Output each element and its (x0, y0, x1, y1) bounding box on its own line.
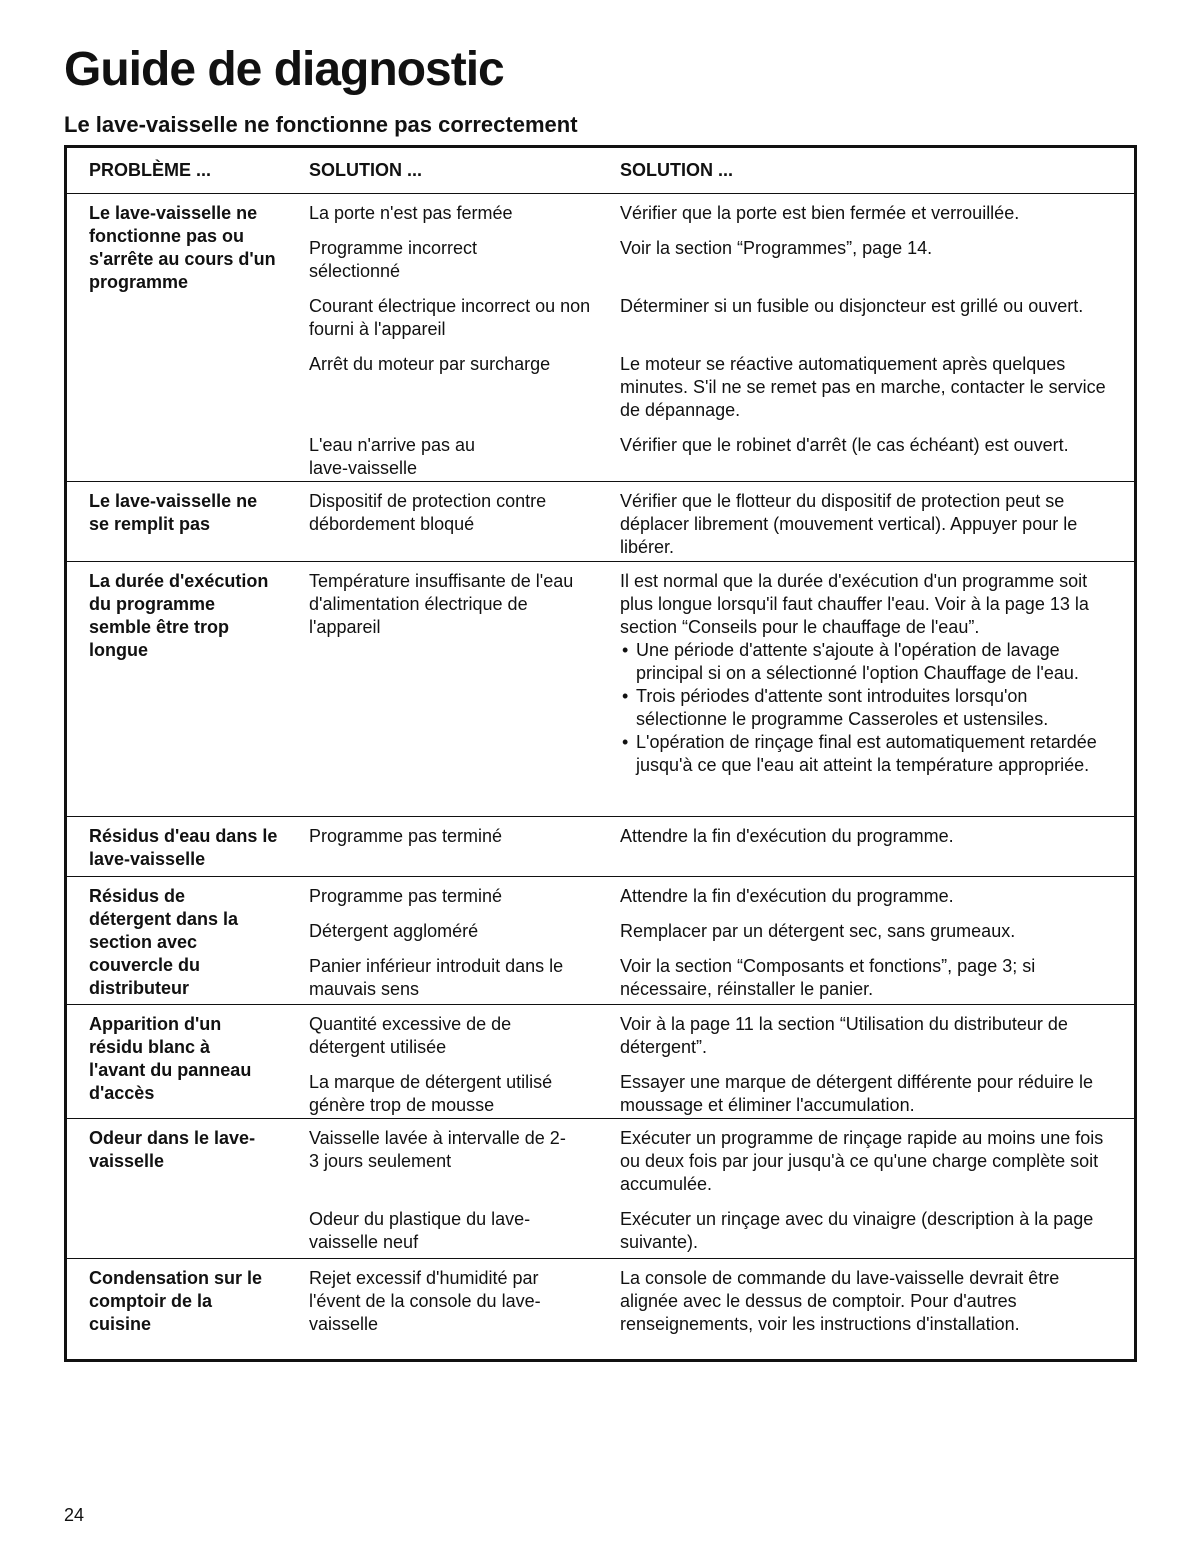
header-solution-cause: SOLUTION ... (309, 160, 423, 180)
header-solution-fix: SOLUTION ... (620, 160, 734, 180)
table-row (67, 562, 1134, 817)
bullet-item: • Trois périodes d'attente sont introduites lorsqu'on sélectionne le programme Casseroles et ustensiles. (620, 685, 1120, 731)
problem-cell: Résidus d'eau dans le lave-vaisselle (89, 826, 278, 869)
table-row (67, 817, 1134, 877)
page-title: Guide de diagnostic (64, 43, 504, 96)
fix-cell: Voir à la page 11 la section “Utilisation du distributeur de détergent”. (620, 1014, 1068, 1057)
problem-cell: Apparition d'un résidu blanc à l'avant du panneau d'accès (89, 1014, 252, 1103)
cause-cell: Odeur du plastique du lave-vaisselle neuf (309, 1209, 531, 1252)
fix-cell: Exécuter un programme de rinçage rapide au moins une fois ou deux fois par jour jusqu'à ce qu'une charge complète soit accumulée. (620, 1128, 1104, 1194)
cause-cell: Courant électrique incorrect ou non fourni à l'appareil (309, 296, 591, 339)
cause-cell: L'eau n'arrive pas au lave-vaisselle (309, 435, 475, 478)
table-row (67, 877, 1134, 1005)
problem-cell: Le lave-vaisselle ne fonctionne pas ou s'arrête au cours d'un programme (89, 203, 276, 292)
cause-cell: Dispositif de protection contre débordement bloqué (309, 491, 547, 534)
cause-cell: Programme pas terminé (309, 826, 503, 846)
problem-cell: La durée d'exécution du programme semble être trop longue (89, 571, 269, 660)
fix-cell: Vérifier que le robinet d'arrêt (le cas échéant) est ouvert. (620, 435, 1069, 455)
troubleshooting-table (64, 145, 1137, 1362)
bullet-item: • L'opération de rinçage final est automatiquement retardée jusqu'à ce que l'eau ait atteint la température appropriée. (620, 731, 1120, 777)
fix-cell: La console de commande du lave-vaisselle devrait être alignée avec le dessus de comptoir. Pour d'autres renseignements, voir les instructions d'installation. (620, 1268, 1060, 1334)
fix-cell: Exécuter un rinçage avec du vinaigre (description à la page suivante). (620, 1209, 1094, 1252)
page-number: 24 (64, 1505, 85, 1525)
fix-cell: Il est normal que la durée d'exécution d'un programme soit plus longue lorsqu'il faut chauffer l'eau. Voir à la page 13 la section “Conseils pour le chauffage de l'eau”. (620, 571, 1089, 637)
fix-cell: Voir la section “Composants et fonctions”, page 3; si nécessaire, réinstaller le panier. (620, 956, 1036, 999)
page-subtitle: Le lave-vaisselle ne fonctionne pas correctement (64, 112, 578, 137)
fix-cell: Attendre la fin d'exécution du programme. (620, 826, 954, 846)
table-row (67, 194, 1134, 482)
problem-cell: Condensation sur le comptoir de la cuisine (89, 1268, 263, 1334)
table-header (67, 148, 1134, 194)
cause-cell: Programme pas terminé (309, 886, 503, 906)
table-row (67, 482, 1134, 562)
table-row (67, 1259, 1134, 1359)
problem-cell: Résidus de détergent dans la section avec couvercle du distributeur (89, 886, 239, 998)
cause-cell: Panier inférieur introduit dans le mauvais sens (309, 956, 564, 999)
cause-cell: Vaisselle lavée à intervalle de 2-3 jours seulement (309, 1128, 566, 1171)
fix-cell: Voir la section “Programmes”, page 14. (620, 238, 933, 258)
table-row (67, 1119, 1134, 1259)
fix-cell: Essayer une marque de détergent différente pour réduire le moussage et éliminer l'accumulation. (620, 1072, 1093, 1115)
cause-cell: Rejet excessif d'humidité par l'évent de la console du lave-vaisselle (309, 1268, 541, 1334)
cause-cell: Quantité excessive de de détergent utilisée (309, 1014, 512, 1057)
problem-cell: Le lave-vaisselle ne se remplit pas (89, 491, 258, 534)
cause-cell: La porte n'est pas fermée (309, 203, 513, 223)
fix-cell: Déterminer si un fusible ou disjoncteur est grillé ou ouvert. (620, 296, 1084, 316)
cause-cell: Programme incorrect sélectionné (309, 238, 478, 281)
table-row (67, 1005, 1134, 1119)
bullet-item: • Une période d'attente s'ajoute à l'opération de lavage principal si on a sélectionné l'option Chauffage de l'eau. (620, 639, 1120, 685)
cause-cell: Détergent aggloméré (309, 921, 479, 941)
fix-cell: Attendre la fin d'exécution du programme. (620, 886, 954, 906)
fix-cell: Vérifier que la porte est bien fermée et verrouillée. (620, 203, 1020, 223)
cause-cell: Température insuffisante de l'eau d'alimentation électrique de l'appareil (309, 571, 574, 637)
cause-cell: Arrêt du moteur par surcharge (309, 354, 551, 374)
header-problem: PROBLÈME ... (89, 160, 212, 180)
fix-cell: Le moteur se réactive automatiquement après quelques minutes. S'il ne se remet pas en marche, contacter le service de dépannage. (620, 354, 1106, 420)
fix-cell: Remplacer par un détergent sec, sans grumeaux. (620, 921, 1016, 941)
problem-cell: Odeur dans le lave-vaisselle (89, 1128, 256, 1171)
fix-cell: Vérifier que le flotteur du dispositif de protection peut se déplacer librement (mouvement vertical). Appuyer pour le libérer. (620, 491, 1078, 557)
cause-cell: La marque de détergent utilisé génère trop de mousse (309, 1072, 553, 1115)
